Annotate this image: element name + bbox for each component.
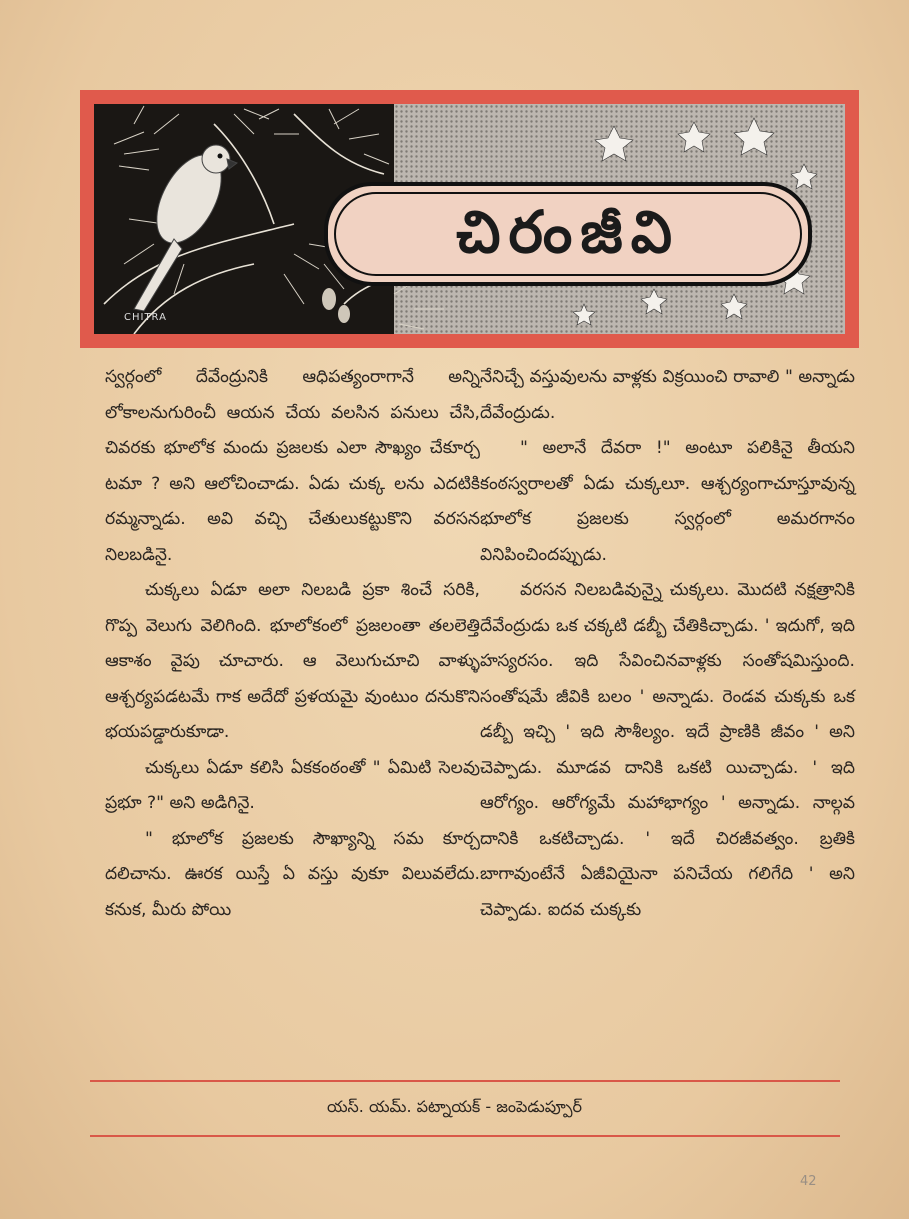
paragraph: స్వర్గంలో దేవేంద్రునికి ఆధిపత్యంరాగానే అన్ని లోకాలనుగురించీ ఆయన చేయ వలసిన పనులు చేసి, చివరకు భూలోక మందు ప్రజలకు ఎలా సౌఖ్యం చేకూర్చ టమా ? అని ఆలోచించాడు. ఏడు చుక్క లను ఎదటికి రమ్మన్నాడు. అవి వచ్చి చేతులుకట్టుకొని వరసన నిలబడినై. (105, 367, 480, 565)
text-column-left (105, 360, 480, 928)
divider-bottom (90, 1135, 840, 1137)
paragraph: చుక్కలు ఏడూ అలా నిలబడి ప్రకా శించే సరికి, గొప్ప వెలుగు వెలిగింది. భూలోకంలో ప్రజలంతా తలలెత్తి ఆకాశం వైపు చూచారు. ఆ వెలుగుచూచి వాళ్ళు ఆశ్చర్యపడటమే గాక అదేదో ప్రళయమై వుంటుం దనుకొని భయపడ్డారుకూడా. (105, 580, 480, 742)
title-banner (80, 90, 859, 348)
title-frame (324, 182, 812, 286)
paragraph: వరసన నిలబడివున్నై చుక్కలు. మొదటి నక్షత్రానికి దేవేంద్రుడు ఒక చక్కటి డబ్బీ చేతికిచ్చాడు. ' ఇదుగో, ఇది హస్యరసం. ఇది సేవించినవాళ్లకు సంతోషమిస్తుంది. సంతోషమే జీవికి బలం ' అన్నాడు. రెండవ చుక్కకు ఒక డబ్బీ ఇచ్చి ' ఇది సౌశీల్యం. ఇదే ప్రాణికి జీవం ' అని చెప్పాడు. మూడవ దానికి ఒకటి యిచ్చాడు. ' ఇది ఆరోగ్యం. ఆరోగ్యమే మహాభాగ్యం ' అన్నాడు. నాల్గవ దానికి ఒకటిచ్చాడు. ' ఇదే చిరజీవత్వం. బ్రతికి బాగావుంటేనే ఏజీవియైనా పనిచేయ గలిగేది ' అని చెప్పాడు. ఐదవ చుక్కకు (480, 580, 855, 920)
paragraph: " భూలోక ప్రజలకు సౌఖ్యాన్ని సమ కూర్చ దలిచాను. ఊరక యిస్తే ఏ వస్తు వుకూ విలువలేదు. కనుక, మీరు పోయి (105, 828, 480, 920)
divider-top (90, 1080, 840, 1082)
paragraph: నేనిచ్చే వస్తువులను వాళ్లకు విక్రయించి రావాలి " అన్నాడు దేవేంద్రుడు. (480, 367, 855, 423)
banner-illustration (94, 104, 845, 334)
artist-credit: CHITRA (124, 312, 167, 323)
paragraph: " అలానే దేవరా !" అంటూ పలికినై తీయని కంఠస్వరాలతో ఏడు చుక్కలూ. ఆశ్చర్యంగాచూస్తూవున్న భూలోక ప్రజలకు స్వర్గంలో అమరగానం వినిపించిందప్పుడు. (480, 438, 855, 565)
page-number: 42 (800, 1174, 817, 1189)
paragraph: చుక్కలు ఏడూ కలిసి ఏకకంఠంతో " ఏమిటి సెలవు ప్రభూ ?" అని అడిగినై. (105, 757, 480, 813)
story-title: చిరంజీవి (456, 198, 680, 266)
text-column-right (480, 360, 855, 928)
author-byline: యస్. యమ్. పట్నాయక్ - జంపెడుప్పూర్ (326, 1097, 583, 1116)
